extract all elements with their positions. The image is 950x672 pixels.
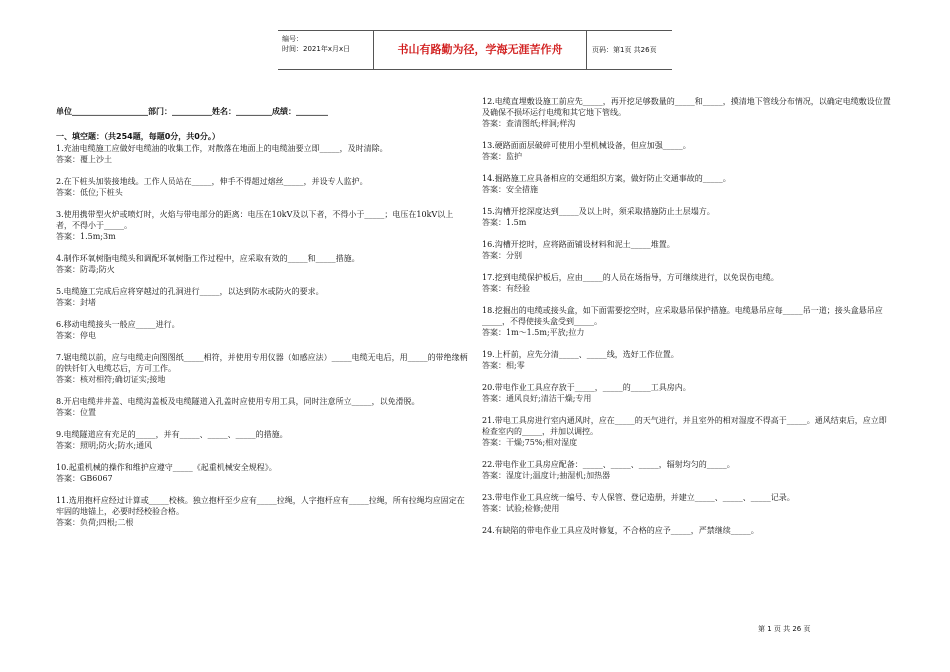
time-label: 时间：2021年x月x日	[282, 45, 351, 53]
question-text: 5.电缆施工完成后应将穿越过的孔洞进行_____，以达到防水或防火的要求。	[56, 287, 324, 296]
question-item	[482, 305, 892, 338]
header-motto: 书山有路勤为径，学海无涯苦作舟	[374, 31, 587, 69]
question-text: 2.在下桩头加装接地线。工作人员站在_____，伸手不得超过熔丝_____，并设专人监护。	[56, 177, 368, 186]
info-line: 单位___________________部门：__________姓名：_________成绩：________	[56, 107, 328, 116]
question-text: 16.沟槽开挖时，应将路面铺设材料和泥土_____堆置。	[482, 240, 675, 249]
right-column	[482, 96, 892, 547]
header-meta	[278, 31, 374, 69]
question-item	[56, 176, 468, 198]
answer-text: 答案：相;零	[482, 361, 525, 370]
answer-text: 答案：分别	[482, 251, 522, 260]
question-text: 10.起重机械的操作和维护应遵守_____《起重机械安全规程》。	[56, 463, 277, 472]
answer-text: 答案：湿度计;温度计;抽湿机;加热器	[482, 471, 611, 480]
question-text: 1.充油电缆施工应做好电缆油的收集工作，对散落在地面上的电缆油要立即_____，及时清除。	[56, 144, 388, 153]
question-text: 23.带电作业工具应统一编号、专人保管、登记造册，并建立_____、_____、_____记录。	[482, 493, 795, 502]
answer-text: 答案：1.5m	[482, 218, 527, 227]
section-title: 一、填空题：（共254题，每题0分，共0分。）	[56, 132, 220, 141]
answer-text: 答案：低位;下桩头	[56, 188, 123, 197]
answer-text: 答案：位置	[56, 408, 96, 417]
question-text: 14.掘路施工应具备相应的交通组织方案，做好防止交通事故的_____。	[482, 174, 731, 183]
answer-text: 答案：通风良好;清洁干燥;专用	[482, 394, 592, 403]
answer-text: 答案：防毒;防火	[56, 265, 115, 274]
question-item	[56, 319, 468, 341]
question-item	[482, 173, 892, 195]
answer-text: 答案：干燥;75%;相对湿度	[482, 438, 578, 447]
answer-text: 答案：负荷;四根;二根	[56, 518, 134, 527]
answer-text: 答案：覆上沙土	[56, 155, 112, 164]
answer-text: 答案：查清图纸;样洞;样沟	[482, 119, 576, 128]
question-text: 18.挖掘出的电缆或接头盒，如下面需要挖空时，应采取悬吊保护措施。电缆悬吊应每_____吊一道；接头盒悬吊应_____，不得使接头盒受到_____。	[482, 306, 883, 326]
question-text: 24.有缺陷的带电作业工具应及时修复，不合格的应予_____，严禁继续_____。	[482, 526, 759, 535]
answer-text: 答案：封堵	[56, 298, 96, 307]
left-question-list	[56, 143, 468, 528]
question-item	[482, 272, 892, 294]
answer-text: 答案：GB6067	[56, 474, 113, 483]
answer-text: 答案：核对相符;确切证实;接地	[56, 375, 166, 384]
right-question-list	[482, 96, 892, 536]
page-header	[278, 30, 672, 70]
question-item	[56, 396, 468, 418]
question-text: 22.带电作业工具房应配备：_____、_____、_____，辐射均匀的_____。	[482, 460, 735, 469]
answer-text: 答案：监护	[482, 152, 522, 161]
question-item	[56, 429, 468, 451]
question-item	[56, 352, 468, 385]
question-text: 15.沟槽开挖深度达到_____及以上时，须采取措施防止土层塌方。	[482, 207, 715, 216]
question-text: 12.电缆直埋敷设施工前应先_____，再开挖足够数量的_____和_____，摸清地下管线分布情况，以确定电缆敷设位置及确保不损坏运行电缆和其它地下管线。	[482, 97, 891, 117]
header-page-label: 页码：第1页 共26页	[592, 46, 657, 54]
question-item	[56, 209, 468, 242]
question-text: 3.使用携带型火炉或喷灯时，火焰与带电部分的距离：电压在10kV及以下者，不得小于_____；电压在10kV以上者，不得小于_____。	[56, 210, 454, 230]
question-text: 19.上杆前，应先分清_____、_____线，选好工作位置。	[482, 350, 679, 359]
question-item	[482, 206, 892, 228]
question-item	[56, 143, 468, 165]
answer-text: 答案：照明;防火;防水;通风	[56, 441, 153, 450]
question-item	[482, 415, 892, 448]
answer-text: 答案：试验;检修;使用	[482, 504, 560, 513]
answer-text: 答案：1.5m;3m	[56, 232, 116, 241]
question-text: 8.开启电缆井井盖、电缆沟盖板及电缆隧道入孔盖时应使用专用工具，同时注意所立_____，以免滑脱。	[56, 397, 420, 406]
answer-text: 答案：有经验	[482, 284, 530, 293]
question-text: 7.锯电缆以前，应与电缆走向图图纸_____相符，并使用专用仪器（如感应法）_____电缆无电后，用_____的带绝缘柄的铁钎钉入电缆芯后，方可工作。	[56, 353, 468, 373]
answer-text: 答案：安全措施	[482, 185, 538, 194]
question-text: 17.挖到电缆保护板后，应由_____的人员在场指导，方可继续进行，以免误伤电缆。	[482, 273, 779, 282]
answer-text: 答案：停电	[56, 331, 96, 340]
question-text: 4.制作环氧树脂电缆头和调配环氧树脂工作过程中，应采取有效的_____和_____措施。	[56, 254, 360, 263]
question-text: 21.带电工具房进行室内通风时，应在_____的天气进行，并且室外的相对湿度不得高于_____。通风结束后，应立即检查室内的_____，并加以调控。	[482, 416, 887, 436]
question-item	[482, 96, 892, 129]
question-item	[56, 286, 468, 308]
question-item	[482, 459, 892, 481]
page-footer: 第 1 页 共 26 页	[758, 625, 811, 633]
question-item	[56, 253, 468, 275]
question-item	[56, 462, 468, 484]
question-text: 13.硬路面面层破碎可使用小型机械设备，但应加强_____。	[482, 141, 691, 150]
question-text: 9.电缆隧道应有充足的_____，并有_____、_____、_____的措施。	[56, 430, 288, 439]
question-text: 11.选用抱杆应经过计算或_____校核。独立抱杆至少应有_____拉绳，人字抱杆应有_____拉绳，所有拉绳均应固定在牢固的地锚上，必要时经校验合格。	[56, 496, 465, 516]
answer-text: 答案：1m～1.5m;平放;拉力	[482, 328, 585, 337]
left-column	[56, 106, 468, 539]
question-item	[56, 495, 468, 528]
question-item	[482, 382, 892, 404]
question-item	[482, 349, 892, 371]
question-item	[482, 239, 892, 261]
question-text: 6.移动电缆接头一般应_____进行。	[56, 320, 180, 329]
question-text: 20.带电作业工具应存放于_____，_____的_____工具房内。	[482, 383, 691, 392]
question-item	[482, 492, 892, 514]
question-item	[482, 140, 892, 162]
question-item	[482, 525, 892, 536]
number-label: 编号：	[282, 35, 303, 43]
